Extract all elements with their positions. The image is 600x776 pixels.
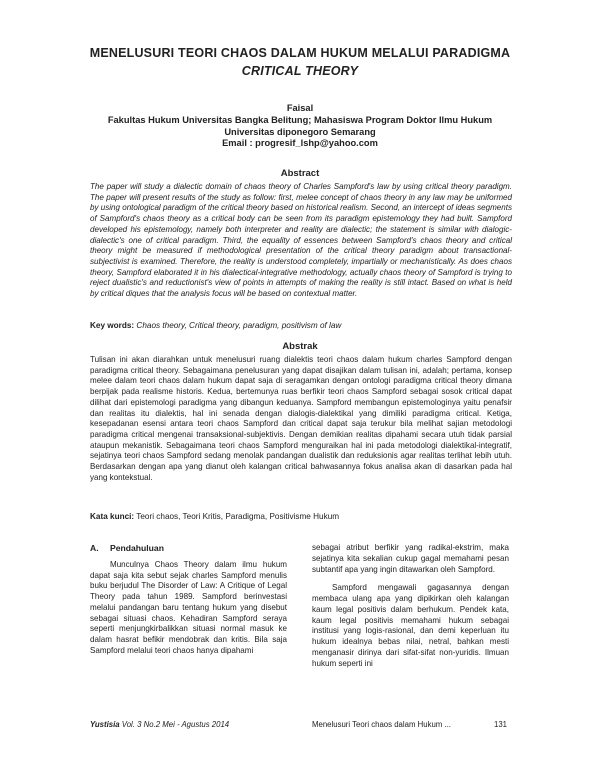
body-column-left: [90, 543, 287, 657]
abstrak-heading: Abstrak: [282, 341, 318, 352]
keywords-label: Key words:: [90, 321, 135, 330]
author-affiliation: Fakultas Hukum Universitas Bangka Belitung; Mahasiswa Program Doktor Ilmu Hukum: [107, 114, 493, 125]
keywords-value: Chaos theory, Critical theory, paradigm, positivism of law: [136, 321, 342, 330]
abstract-text: The paper will study a dialectic domain of chaos theory of Charles Sampford's law by using critical theory paradigm. The paper will present results of the study as follow: first, melee concept of chaos theory in any law may be uniformed by using ontological paradigm of the critical theory based on historical realism. Second, an intercept of ideas segments of Sampford's chaos theory as a critical body can be seen from its paradigm epistemology they had built. Sampford developed his epistemology, namely both interpreter and reality are dialectic; the statement is similar with dialogic-dialectic's one of critical paradigm. Third, the equality of essences between Sampford's chaos theory and critical theory might be measured if methodological presentation of the critical theory paradigm about transactional-subjectivist is examined. Therefore, the reality is understood completely, impartially or mechanistically. As does chaos theory, Sampford elaborated it in his dialectical-integrative methodology, actually chaos theory of Sampford is trying to reject dualistic's and reductionist's view of points in attempts of making the reality is still intact. Based on what is held by critical diques that the analysis focus will be based on contextual matter.: [90, 182, 512, 299]
footer-running-title: Menelusuri Teori chaos dalam Hukum ...: [312, 720, 451, 729]
abstrak-text: Tulisan ini akan diarahkan untuk menelusuri ruang dialektis teori chaos dalam hukum charles Sampford dengan paradigma critical theory. Sebagaimana penelusuran yang dapat disajikan dalam tulisan ini, adalah; pertama, konsep melee dalam teori chaos dalam hukum dapat saja di seragamkan dengan ontologi paradigma critical theory dimana berpijak pada realisme historis. Kedua, bertemunya ruas berfikir teori chaos Sampford sebagai sosok critical dapat dilihat dari epistemologi paradigma yang dibangun keduanya. Sampford membangun epistemologinya yaitu penafsir dan realitas itu dialektis, hal ini senada dengan dialogis-dialektikal yang dimiliki paradigma critical. Ketiga, kesepadanan esensi antara teori chaos Sampford dan critical dapat saja terukur bila melihat sajian metodologi paradigma critical mengenai transaksional-subjektivis. Dengan demikian realitas dipahami secara utuh tidak parsial ataupun mekanistik. Sebagaimana teori chaos Sampford menguraikan hal ini pada metodologi dialektikal-integratif, sejatinya teori chaos Sampford sedang menolak pandangan dualistik dan reduksionis agar realitas terlihat lebih utuh. Berdasarkan dengan apa yang dianut oleh kalangan critical bahwasannya fokus analisa akan di dasarkan pada hal yang kontekstual.: [90, 355, 512, 482]
paper-title-subtitle: CRITICAL THEORY: [241, 64, 359, 78]
footer-volume: Vol. 3 No.2 Mei - Agustus 2014: [121, 720, 230, 729]
keywords-line: [90, 321, 512, 330]
section-number: A.: [90, 543, 99, 553]
kata-kunci-line: [90, 512, 512, 521]
paper-title: MENELUSURI TEORI CHAOS DALAM HUKUM MELALUI PARADIGMA: [89, 46, 511, 60]
body-paragraph: Munculnya Chaos Theory dalam ilmu hukum dapat saja kita sebut sejak charles Sampford menulis buku berjudul The Disorder of Law: A Critique of Legal Theory pada tahun 1989. Sampford berinvestasi melalui pandangan baru tentang hukum yang disebut sebagai situasi chaos. Kehadiran Sampford seraya seperti menjungkirbalikkan situasi normal masuk ke dalam hasrat befikir mendobrak dan kritis. Bila saja Sampford melalui teori chaos hanya dipahami: [90, 559, 287, 655]
abstract-heading: Abstract: [280, 168, 320, 179]
kata-kunci-label: Kata kunci:: [90, 512, 135, 521]
author-affiliation-university: Universitas diponegoro Semarang: [224, 126, 376, 137]
footer-journal: [90, 720, 229, 729]
body-column-right: [312, 543, 509, 669]
section-title: Pendahuluan: [110, 543, 164, 553]
body-paragraph: Sampford mengawali gagasannya dengan membaca ulang apa yang dipikirkan oleh kalangan kaum legal positivis dalam berhukum. Pendek kata, kaum legal positivis memahami hukum sebagai institusi yang logis-rasional, dan demi keperluan itu hukum idealnya bebas nilai, netral, bahkan mesti menganasir dirinya dari sifat-sifat non-yuridis. Ilmuan hukum seperti ini: [312, 583, 509, 668]
body-paragraph: sebagai atribut berfikir yang radikal-ekstrim, maka sejatinya kita sekalian cukup gagal memahami pesan subtantif apa yang ingin ditawarkan oleh Sampford.: [312, 543, 509, 574]
author-block: [90, 103, 510, 150]
kata-kunci-value: Teori chaos, Teori Kritis, Paradigma, Positivisme Hukum: [136, 512, 340, 521]
section-heading: [90, 543, 287, 554]
author-name: Faisal: [286, 103, 314, 113]
author-email: Email : progresif_lshp@yahoo.com: [222, 138, 378, 149]
footer-page-number: 131: [494, 720, 508, 729]
footer-journal-name: Yustisia: [90, 720, 120, 729]
